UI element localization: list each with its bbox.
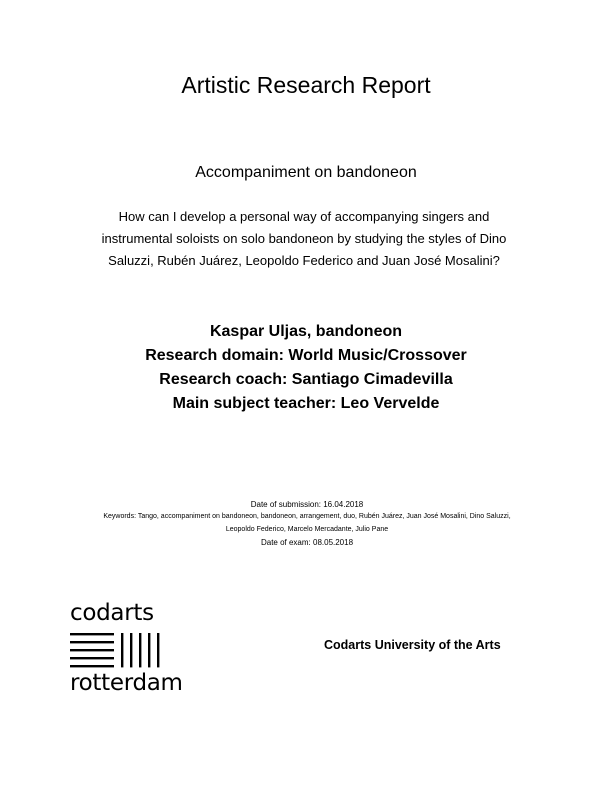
research-question-line: instrumental soloists on solo bandoneon by studying the styles of Dino <box>101 231 507 246</box>
author-info <box>0 320 612 416</box>
research-coach: Research coach: Santiago Cimadevilla <box>159 371 453 388</box>
report-title: Artistic Research Report <box>181 72 431 98</box>
author-name: Kaspar Uljas, bandoneon <box>209 323 403 340</box>
codarts-logo <box>70 600 190 700</box>
submission-metadata <box>60 498 554 549</box>
keywords: Keywords: Tango, accompaniment on bandoneon, bandoneon, arrangement, duo, Rubén Juárez, Juan José Mosalini, Dino Saluzzi, <box>103 513 511 520</box>
submission-date: Date of submission: 16.04.2018 <box>250 500 364 509</box>
research-question-line: How can I develop a personal way of accompanying singers and <box>118 209 490 224</box>
research-question-line: Saluzzi, Rubén Juárez, Leopoldo Federico and Juan José Mosalini? <box>108 253 500 268</box>
main-subject-teacher: Main subject teacher: Leo Vervelde <box>172 395 440 412</box>
report-subtitle: Accompaniment on bandoneon <box>195 164 417 181</box>
keywords-continued: Leopoldo Federico, Marcelo Mercadante, Julio Pane <box>225 525 389 533</box>
research-domain: Research domain: World Music/Crossover <box>145 347 467 364</box>
logo-lines-icon <box>70 633 166 669</box>
institution-name: Codarts University of the Arts <box>324 638 501 652</box>
logo-word-rotterdam: rotterdam <box>70 670 183 696</box>
research-question <box>74 206 534 272</box>
exam-date: Date of exam: 08.05.2018 <box>260 538 354 547</box>
logo-word-codarts: codarts <box>70 600 154 626</box>
